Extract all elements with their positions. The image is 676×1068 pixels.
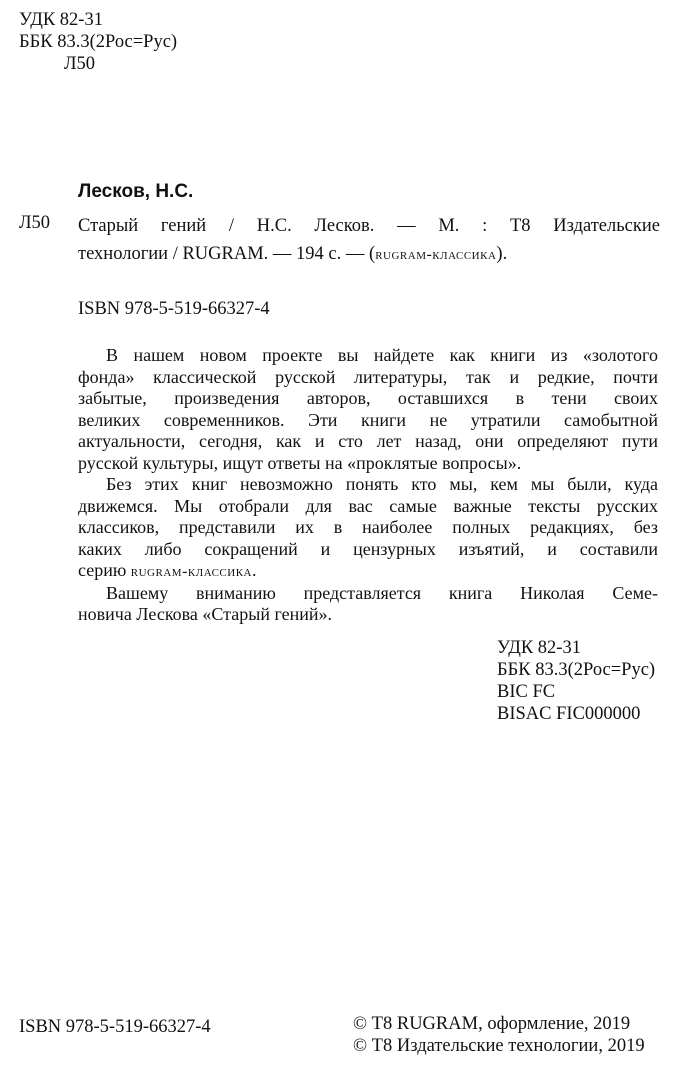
copyright-publisher: © Т8 Издательские технологии, 2019 [353,1036,645,1056]
annotation-paragraph-2 [78,474,658,583]
annotation-line: Вашему вниманию представляется книга Николая Семе- [106,582,658,603]
top-classification-codes [19,9,177,75]
bbk-code: ББК 83.3(2Рос=Рус) [19,32,178,52]
annotation-series-text: серию [78,560,131,580]
author-sign-code: Л50 [64,54,96,74]
bib-line-title: Старый гений / Н.С. Лесков. — М. : Т8 Издательские [78,216,660,236]
annotation-line: фонда» классической русской литературы, так и редкие, почти [78,366,658,387]
annotation-paragraph-3 [78,583,658,626]
annotation [78,345,658,626]
annotation-line: Без этих книг невозможно понять кто мы, кем мы были, куда [106,474,658,494]
bisac-code: BISAC FIC000000 [497,704,641,724]
bib-series: rugram-классика [375,246,497,263]
bib-line-publisher [78,240,660,269]
bbk-code-bottom: ББК 83.3(2Рос=Рус) [497,660,656,680]
annotation-line: великих современников. Эти книги не утратили самобытной [78,409,658,430]
annotation-line: каких либо сокращений и цензурных изъятий, и составили [78,538,658,559]
author-sign: Л50 [19,213,51,233]
annotation-line: В нашем новом проекте вы найдете как книги из «золотого [106,345,658,365]
bottom-classification-codes [497,637,655,725]
annotation-line: новича Лескова «Старый гений». [78,604,333,624]
bib-publisher-text: технологии / RUGRAM. — 194 с. — ( [78,244,376,264]
annotation-line: движемся. Мы отобрали для вас самые важные тексты русских [78,495,658,516]
udk-code: УДК 82-31 [19,10,103,30]
annotation-line: актуальности, сегодня, как и сто лет назад, они определяют пути [78,431,658,451]
copyright-block [353,1013,645,1057]
annotation-line-series [78,560,658,583]
annotation-series: rugram-классика [130,563,252,580]
annotation-series-end: . [252,560,257,580]
annotation-paragraph-1 [78,345,658,474]
udk-code-bottom: УДК 82-31 [497,638,581,658]
copyright-design: © Т8 RUGRAM, оформление, 2019 [353,1014,631,1034]
bib-line-end: ). [496,244,508,264]
isbn-footer: ISBN 978-5-519-66327-4 [19,1017,211,1037]
bic-code: BIC FC [497,682,556,702]
annotation-line: забытые, произведения авторов, оставшихся в тени своих [78,388,658,408]
isbn-main: ISBN 978-5-519-66327-4 [78,299,270,319]
bibliographic-description [78,212,660,269]
annotation-line: классиков, представили их в наиболее полных редакциях, без [78,517,658,537]
author-heading: Лесков, Н.С. [78,181,194,202]
annotation-line: русской культуры, ищут ответы на «проклятые вопросы». [78,452,522,473]
